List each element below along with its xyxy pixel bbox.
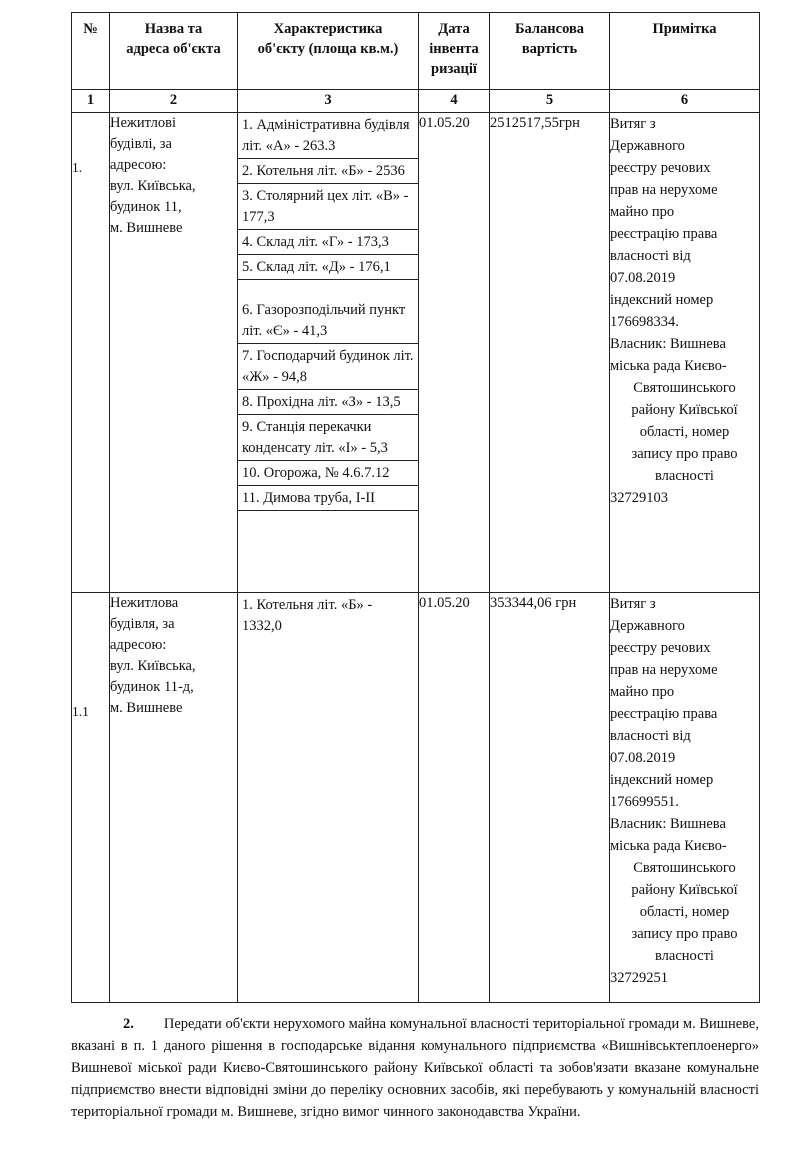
column-number: 3 [238,90,419,113]
header-date-line: ризації [431,61,477,77]
row-index: 1. [72,160,83,175]
table-row [72,113,760,593]
note-line: власності [655,948,714,964]
object-name-line: м. Вишневе [110,700,183,716]
header-value-line: Балансова [514,21,585,37]
column-number: 4 [419,90,490,113]
object-name-line: будинок 11-д, [110,679,194,695]
column-number-row [72,90,760,113]
characteristic-item: 10. Огорожа, № 4.6.7.12 [238,461,418,486]
property-table [71,12,760,1003]
note-line: майно про [610,684,675,700]
inventory-date: 01.05.20 [419,593,490,1003]
paragraph-text: Передати об'єкти нерухомого майна комунальної власності територіальної громади м. Вишневе, вказані в п. 1 даного рішення в господарське відання комунального підприємства «Вишнівськтеплоенерго» Вишневої міської ради Києво-Святошинського району Київської області та зобов'язати вказане комунальне підприємство внести відповідні зміни до переліку основних засобів, які перебувають у комунальній власності територіальної громади м. Вишневе, згідно вимог чинного законодавства України. [71,1016,759,1120]
note-line: власності від [610,728,691,744]
characteristic-item: 1. Адміністративна будівля літ. «А» - 263.3 [238,113,418,159]
note-line: області, номер [639,424,730,440]
row-index-cell [72,113,110,593]
note-line: реєстрацію права [610,706,718,722]
note-line: Власник: Вишнева [610,336,726,352]
balance-value: 2512517,55грн [490,113,610,593]
object-name-line: будинок 11, [110,199,182,215]
note-line: запису про право [631,446,738,462]
note-line: 32729103 [610,490,668,506]
paragraph-number: 2. [123,1016,134,1032]
object-name-line: м. Вишневе [110,220,183,236]
table-row [72,593,760,1003]
note-cell [610,593,760,1003]
note-line: 176699551. [610,794,679,810]
characteristic-item: 9. Станція перекачки конденсату літ. «І» - 5,3 [238,415,418,461]
row-index: 1.1 [72,704,89,719]
note-line: прав на нерухоме [610,662,718,678]
note-line: власності від [610,248,691,264]
note-line: міська рада Києво- [610,838,727,854]
characteristic-item: 8. Прохідна літ. «З» - 13,5 [238,390,418,415]
header-value [490,13,610,90]
header-name-line: Назва та [144,21,203,37]
characteristic-item: 5. Склад літ. «Д» - 176,1 [238,255,418,280]
characteristic-item: 4. Склад літ. «Г» - 173,3 [238,230,418,255]
characteristic-item: 1. Котельня літ. «Б» - 1332,0 [242,597,373,634]
decision-paragraph [71,1013,759,1123]
note-line: реєстру речових [610,160,711,176]
object-name-line: будівлі, за [110,136,172,152]
header-name-line: адреса об'єкта [126,41,221,57]
characteristic-item: 6. Газорозподільчий пункт літ. «Є» - 41,3 [238,280,418,344]
header-date-line: Дата [438,21,470,37]
note-line: району Київської [631,882,738,898]
note-line: реєстру речових [610,640,711,656]
note-line: Святошинського [633,860,736,876]
object-name-line: Нежитлові [110,115,177,131]
note-line: області, номер [639,904,730,920]
note-line: 32729251 [610,970,668,986]
inventory-date: 01.05.20 [419,113,490,593]
object-name-line: адресою: [110,157,167,173]
note-line: реєстрацію права [610,226,718,242]
note-line: Витяг з [610,116,656,132]
characteristic-item: 7. Господарчий будинок літ. «Ж» - 94,8 [238,344,418,390]
note-line: майно про [610,204,675,220]
header-chars-line: Характеристика [273,21,383,37]
note-line: 176698334. [610,314,679,330]
header-chars-line: об'єкту (площа кв.м.) [257,41,399,57]
row-index-cell [72,593,110,1003]
object-name-line [110,134,237,155]
object-name-line: Нежитлова [110,595,179,611]
header-note: Примітка [610,13,760,90]
note-line: Державного [610,138,685,154]
note-cell [610,113,760,593]
note-line: 07.08.2019 [610,270,676,286]
header-value-line: вартість [521,41,578,57]
column-number: 1 [72,90,110,113]
table-header-row [72,13,760,90]
note-line: індексний номер [610,292,714,308]
characteristics-cell [238,113,419,593]
column-number: 6 [610,90,760,113]
note-line: індексний номер [610,772,714,788]
characteristic-item: 2. Котельня літ. «Б» - 2536 [238,159,418,184]
header-name [110,13,238,90]
object-name-line: вул. Київська, [110,658,196,674]
object-name-line: вул. Київська, [110,178,196,194]
note-line: Витяг з [610,596,656,612]
note-line: запису про право [631,926,738,942]
note-line: міська рада Києво- [610,358,727,374]
object-name-line: будівля, за [110,616,175,632]
note-line: власності [655,468,714,484]
note-line: 07.08.2019 [610,750,676,766]
note-line: Державного [610,618,685,634]
header-date [419,13,490,90]
object-name-cell [110,593,238,1003]
balance-value: 353344,06 грн [490,593,610,1003]
header-number: № [72,13,110,90]
object-name-cell [110,113,238,593]
column-number: 5 [490,90,610,113]
note-line: району Київської [631,402,738,418]
note-line: Власник: Вишнева [610,816,726,832]
header-date-line: інвента [429,41,479,57]
characteristic-item: 11. Димова труба, І-ІІ [238,486,418,511]
note-line: прав на нерухоме [610,182,718,198]
header-characteristics [238,13,419,90]
characteristics-cell [238,593,419,1003]
column-number: 2 [110,90,238,113]
characteristic-item: 3. Столярний цех літ. «В» - 177,3 [238,184,418,230]
object-name-line: адресою: [110,637,167,653]
note-line: Святошинського [633,380,736,396]
